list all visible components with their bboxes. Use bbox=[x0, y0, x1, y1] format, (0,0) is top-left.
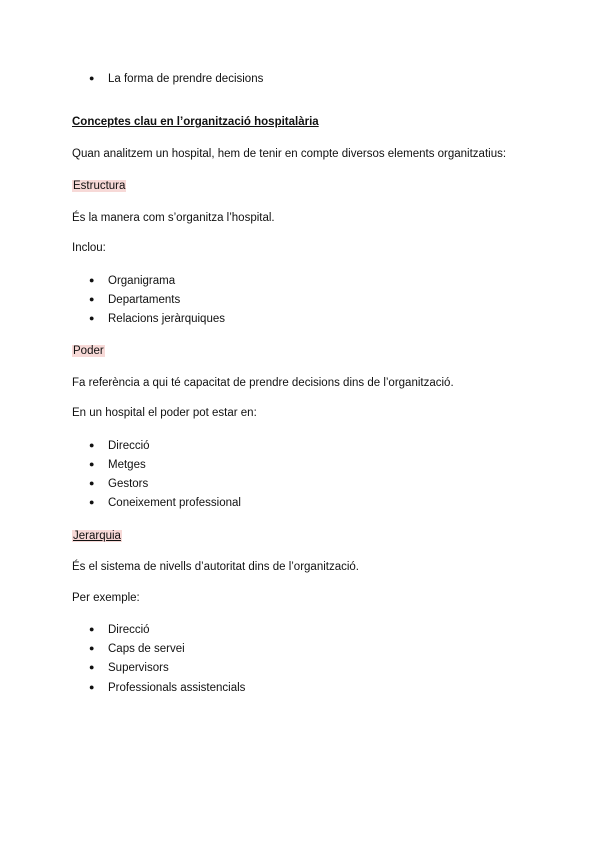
list-item: ● Professionals assistencials bbox=[89, 682, 246, 694]
poder-lead: En un hospital el poder pot estar en: bbox=[72, 407, 257, 419]
subheading-jerarquia: Jerarquia bbox=[73, 530, 121, 542]
jerarquia-definition: És el sistema de nivells d’autoritat dins de l’organització. bbox=[72, 561, 360, 573]
list-item: ● Organigrama bbox=[89, 275, 176, 287]
poder-definition: Fa referència a qui té capacitat de prendre decisions dins de l’organització. bbox=[72, 377, 454, 389]
list-item: ● Supervisors bbox=[89, 662, 169, 674]
bullet-icon: ● bbox=[89, 624, 95, 634]
bullet-icon: ● bbox=[89, 313, 95, 323]
estructura-lead: Inclou: bbox=[72, 242, 106, 254]
list-item: ● Direcció bbox=[89, 624, 150, 636]
list-item: ● Caps de servei bbox=[89, 643, 185, 655]
list-item: ● Gestors bbox=[89, 478, 149, 490]
bullet-icon: ● bbox=[89, 440, 95, 450]
bullet-icon: ● bbox=[89, 497, 95, 507]
estructura-definition: És la manera com s’organitza l’hospital. bbox=[72, 212, 275, 224]
intro-paragraph: Quan analitzem un hospital, hem de tenir en compte diversos elements organitzatius: bbox=[72, 148, 507, 160]
jerarquia-lead: Per exemple: bbox=[72, 592, 140, 604]
list-item: ● Metges bbox=[89, 459, 146, 471]
bullet-icon: ● bbox=[89, 459, 95, 469]
section-title: Conceptes clau en l’organització hospitalària bbox=[72, 116, 319, 128]
list-item: ● Coneixement professional bbox=[89, 497, 241, 509]
bullet-icon: ● bbox=[89, 682, 95, 692]
bullet-icon: ● bbox=[89, 643, 95, 653]
list-item: ● Relacions jeràrquiques bbox=[89, 313, 225, 325]
subheading-poder: Poder bbox=[73, 345, 104, 357]
bullet-icon: ● bbox=[89, 662, 95, 672]
list-item: ● La forma de prendre decisions bbox=[89, 73, 264, 85]
list-item: ● Departaments bbox=[89, 294, 181, 306]
bullet-icon: ● bbox=[89, 294, 95, 304]
bullet-icon: ● bbox=[89, 275, 95, 285]
bullet-icon: ● bbox=[89, 73, 95, 83]
bullet-icon: ● bbox=[89, 478, 95, 488]
list-item: ● Direcció bbox=[89, 440, 150, 452]
subheading-estructura: Estructura bbox=[73, 180, 126, 192]
